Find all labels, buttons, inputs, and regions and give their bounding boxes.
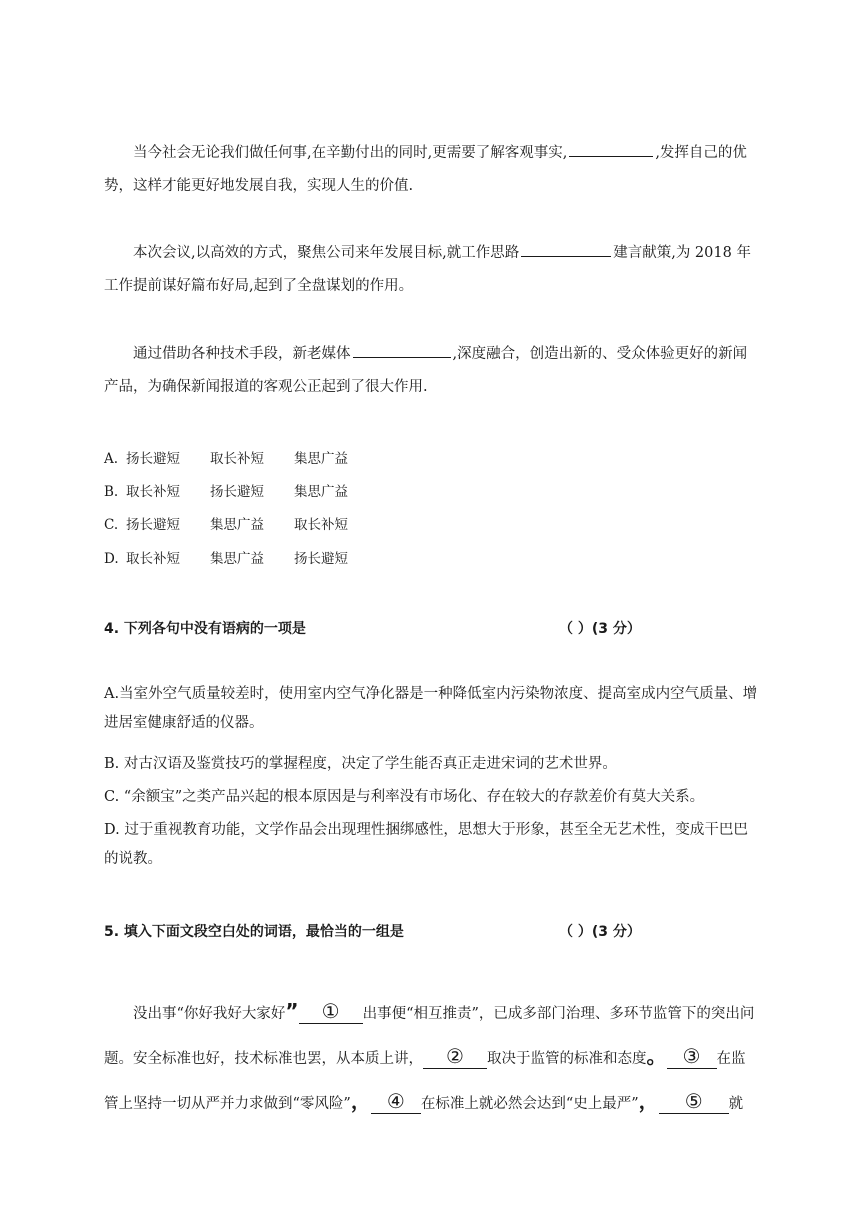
option-word: 扬长避短 bbox=[126, 451, 180, 467]
option-word: 集思广益 bbox=[210, 517, 264, 533]
blank-circle-3: ③ bbox=[667, 1044, 717, 1069]
option-word: 扬长避短 bbox=[210, 484, 264, 500]
q4-option-a: A.当室外空气质量较差时，使用室内空气净化器是一种降低室内污染物浓度、提高室成内空气质量、增进居室健康舒适的仪器。 bbox=[104, 686, 758, 731]
passage-text: 出事便“相互推责”，已成多部门治理、多环节监管下的突出问题。安全标准也好，技术标准也罢，从本质上讲， bbox=[104, 1006, 755, 1067]
blank-circle-4: ④ bbox=[371, 1089, 421, 1114]
sentence-2-after: 建言献策,为 2018 年工作提前谋好篇布好局,起到了全盘谋划的作用。 bbox=[104, 245, 751, 294]
question-4-text: 4. 下列各句中没有语病的一项是 bbox=[104, 621, 306, 637]
passage-quote-mark: ” bbox=[285, 999, 299, 1023]
sentence-2-before: 本次会议,以高效的方式，聚焦公司来年发展目标,就工作思路 bbox=[133, 245, 520, 261]
blank-1 bbox=[569, 140, 653, 157]
sentence-1-after: ,发挥自己的优势，这样才能更好地发展自我，实现人生的价值. bbox=[104, 145, 747, 194]
blank-2 bbox=[521, 240, 611, 257]
sentence-3-before: 通过借助各种技术手段，新老媒体 bbox=[133, 346, 351, 362]
question-4-title bbox=[104, 618, 758, 638]
question-5-points: （ ）(3 分） bbox=[559, 924, 641, 940]
passage-text: 没出事“你好我好大家好 bbox=[133, 1006, 286, 1022]
sentence-3-after: ,深度融合，创造出新的、受众体验更好的新闻产品，为确保新闻报道的客观公正起到了很大作用. bbox=[104, 346, 748, 395]
q4-option-c: C. “余额宝”之类产品兴起的根本原因是与利率没有市场化、存在较大的存款差价有莫大关系。 bbox=[104, 789, 705, 805]
option-word: 扬长避短 bbox=[294, 551, 348, 567]
option-letter: A. bbox=[104, 451, 119, 467]
question-5-passage bbox=[104, 990, 758, 1125]
passage-text: 在监管上坚持一切从严并力求做到“零风险” bbox=[104, 1051, 746, 1112]
q3-option-c bbox=[104, 515, 348, 535]
question-4-points: （ ）(3 分） bbox=[559, 621, 641, 637]
passage-text: 就 bbox=[728, 1096, 744, 1112]
option-word: 取长补短 bbox=[210, 451, 264, 467]
passage-comma: ， bbox=[638, 1089, 659, 1113]
sentence-3 bbox=[104, 338, 758, 404]
sentence-2 bbox=[104, 237, 758, 303]
passage-text: 在标准上就必然会达到“史上最严” bbox=[420, 1096, 639, 1112]
option-letter: C. bbox=[104, 517, 119, 533]
question-5-title bbox=[104, 921, 758, 941]
option-word: 取长补短 bbox=[294, 517, 348, 533]
passage-period: 。 bbox=[646, 1044, 667, 1068]
blank-circle-5: ⑤ bbox=[659, 1089, 729, 1114]
q3-option-b bbox=[104, 482, 348, 502]
q4-option-b: B. 对古汉语及鉴赏技巧的掌握程度，决定了学生能否真正走进宋词的艺术世界。 bbox=[104, 756, 617, 772]
q3-option-d bbox=[104, 549, 348, 569]
option-letter: B. bbox=[104, 484, 119, 500]
q3-option-a bbox=[104, 449, 348, 469]
option-word: 集思广益 bbox=[294, 451, 348, 467]
passage-text: 取决于监管的标准和态度 bbox=[487, 1051, 647, 1067]
option-word: 集思广益 bbox=[294, 484, 348, 500]
blank-circle-2: ② bbox=[423, 1044, 487, 1069]
option-word: 扬长避短 bbox=[126, 517, 180, 533]
option-word: 取长补短 bbox=[126, 551, 180, 567]
option-letter: D. bbox=[104, 551, 119, 567]
question-5-text: 5. 填入下面文段空白处的词语，最恰当的一组是 bbox=[104, 924, 404, 940]
blank-circle-1: ① bbox=[299, 999, 363, 1024]
option-word: 取长补短 bbox=[126, 484, 180, 500]
sentence-1-before: 当今社会无论我们做任何事,在辛勤付出的同时,更需要了解客观事实, bbox=[133, 145, 568, 161]
option-word: 集思广益 bbox=[210, 551, 264, 567]
sentence-1 bbox=[104, 137, 758, 203]
q4-option-d: D. 过于重视教育功能，文学作品会出现理性捆绑感性，思想大于形象，甚至全无艺术性，变成干巴巴的说教。 bbox=[104, 822, 748, 867]
blank-3 bbox=[353, 341, 451, 358]
passage-comma: ， bbox=[350, 1089, 371, 1113]
